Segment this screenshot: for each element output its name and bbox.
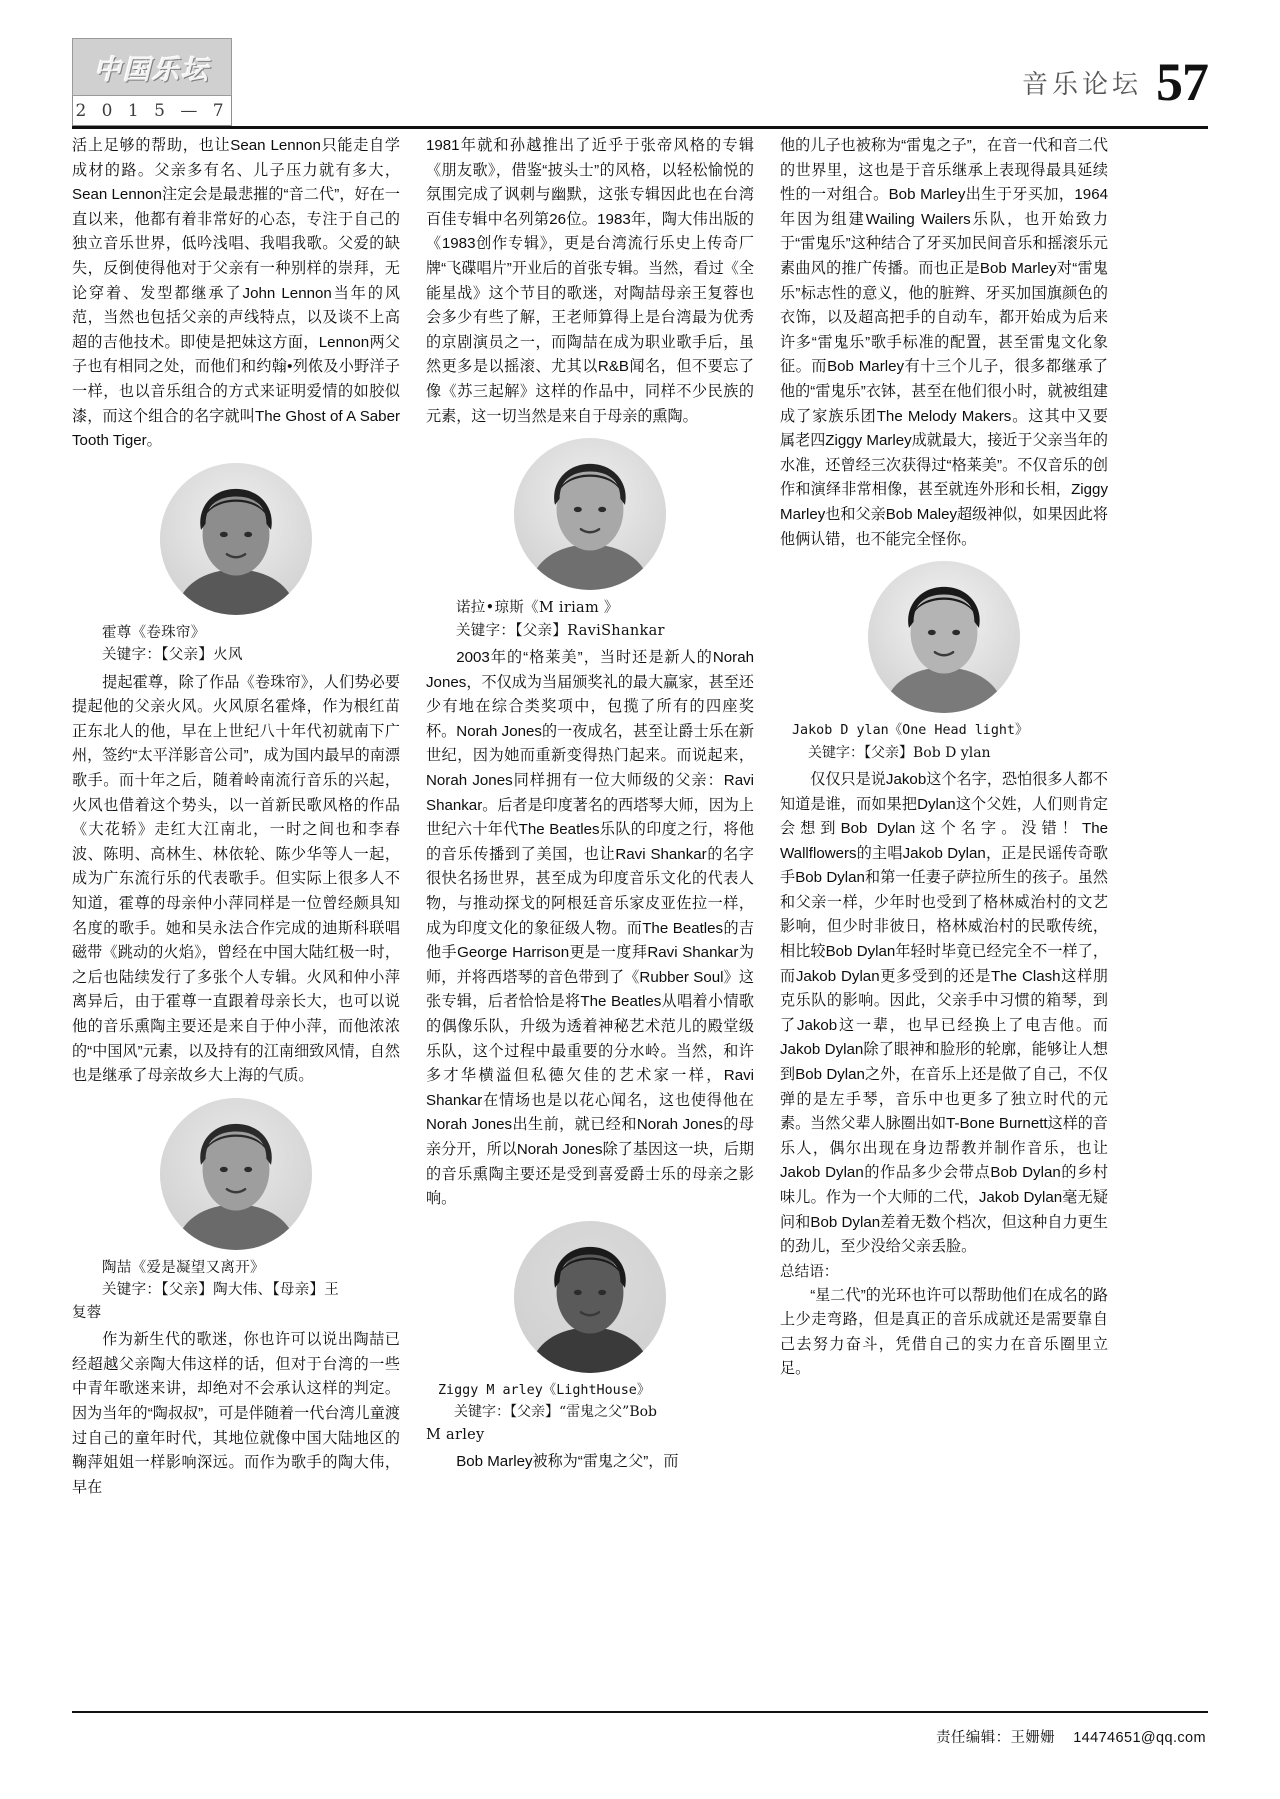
photo-huo-zun bbox=[160, 463, 312, 615]
figure-caption bbox=[426, 597, 754, 642]
body-paragraph: 仅仅只是说Jakob这个名字，恐怕很多人都不知道是谁，而如果把Dylan这个父姓，人们则肯定会想到Bob Dylan这个名字。没错！The Wallflowers的主唱Jakob Dylan，正是民谣传奇歌手Bob Dylan和第一任妻子萨拉所生的孩子。虽然和父亲一样，少年时也受到了格林威治村的文艺影响，但少时非彼日，格林威治村的民歌传统，相比较Bob Dylan年轻时毕竟已经完全不一样了，而Jakob Dylan更多受到的还是The Clash这样朋克乐队的影响。因此，父亲手中习惯的箱琴，到了Jakob这一辈，也早已经换上了电吉他。而Jakob Dylan除了眼神和脸形的轮廓，能够让人想到Bob Dylan之外，在音乐上还是做了自己，不仅弹的是左手琴，音乐中也更多了独立时代的元素。当然父辈人脉圈出如T-Bone Burnett这样的音乐人，偶尔出现在身边帮教并制作音乐，也让Jakob Dylan的作品多少会带点Bob Dylan的乡村味儿。作为一个大师的二代，Jakob Dylan毫无疑问和Bob Dylan差着无数个档次，但这种自力更生的劲儿，至少没给父亲丢脸。 bbox=[780, 770, 1108, 1256]
body-paragraph: Bob Marley被称为“雷鬼之父”，而 bbox=[456, 1453, 679, 1471]
caption-keyword: 关键字：【父亲】火风 bbox=[102, 647, 243, 664]
figure-caption bbox=[780, 720, 1108, 764]
magazine-logo bbox=[72, 38, 232, 96]
summary-label: 总结语： bbox=[780, 1262, 839, 1280]
body-paragraph: “星二代”的光环也许可以帮助他们在成名的路上少走弯路，但是真正的音乐成就还是需要靠自己去努力奋斗，凭借自己的实力在音乐圈里立足。 bbox=[780, 1286, 1108, 1378]
figure-caption bbox=[426, 1380, 754, 1446]
footer-divider bbox=[72, 1711, 1208, 1713]
figure-caption bbox=[72, 622, 400, 667]
editor-name: 王姗姗 bbox=[1010, 1730, 1056, 1746]
editor-label: 责任编辑： bbox=[936, 1730, 1011, 1746]
footer-credits bbox=[936, 1726, 1206, 1747]
photo-norah-jones bbox=[514, 438, 666, 590]
caption-keyword-continued: 复蓉 bbox=[72, 1304, 102, 1321]
article-figure bbox=[72, 1098, 400, 1324]
article-columns bbox=[72, 134, 1208, 1500]
caption-keyword: 关键字：【父亲】Bob D ylan bbox=[808, 744, 991, 761]
photo-tao-zhe bbox=[160, 1098, 312, 1250]
column-2 bbox=[426, 134, 754, 1500]
article-figure bbox=[426, 438, 754, 642]
caption-title: 霍尊《卷珠帘》 bbox=[102, 624, 206, 641]
photo-ziggy-marley bbox=[514, 1221, 666, 1373]
caption-title: Jakob D ylan《One Head light》 bbox=[792, 723, 1029, 739]
magazine-logo-text: 中国乐坛 bbox=[94, 54, 210, 86]
column-1 bbox=[72, 134, 400, 1500]
page-number: 57 bbox=[1156, 52, 1208, 112]
body-paragraph: 作为新生代的歌迷，你也许可以说出陶喆已经超越父亲陶大伟这样的话，但对于台湾的一些中青年歌迷来讲，却绝对不会承认这样的判定。因为当年的“陶叔叔”，可是伴随着一代台湾儿童渡过自己的童年时代，其地位就像中国大陆地区的鞠萍姐姐一样影响深远。而作为歌手的陶大伟，早在 bbox=[72, 1331, 400, 1496]
caption-keyword: 关键字：【父亲】陶大伟、【母亲】王 bbox=[102, 1282, 340, 1299]
caption-title: Ziggy M arley《LightHouse》 bbox=[438, 1382, 651, 1398]
caption-keyword-continued: M arley bbox=[426, 1426, 485, 1443]
header-divider bbox=[72, 126, 1208, 129]
caption-title: 诺拉•琼斯《M iriam 》 bbox=[456, 600, 619, 617]
body-paragraph: 提起霍尊，除了作品《卷珠帘》，人们势必要提起他的父亲火风。火风原名霍烽，作为根红苗正东北人的他，早在上世纪八十年代初就南下广州，签约“太平洋影音公司”，成为国内最早的南漂歌手。而十年之后，随着岭南流行音乐的兴起，火风也借着这个势头，以一首新民歌风格的作品《大花轿》走红大江南北，一时之间也和李春波、陈明、高林生、林依轮、陈少华等人一起，成为广东流行乐的代表歌手。但实际上很多人不知道，霍尊的母亲仲小萍同样是一位曾经颇具知名度的歌手。她和吴永法合作完成的迪斯科联唱磁带《跳动的火焰》，曾经在中国大陆红极一时，之后也陆续发行了多张个人专辑。火风和仲小萍离异后，由于霍尊一直跟着母亲长大，也可以说他的音乐熏陶主要还是来自于仲小萍，而他浓浓的“中国风”元素，以及持有的江南细致风情，自然也是继承了母亲故乡大上海的气质。 bbox=[72, 673, 400, 1085]
issue-box bbox=[72, 96, 232, 126]
section-title: 音乐论坛 bbox=[1021, 69, 1142, 100]
body-paragraph: 2003年的“格莱美”，当时还是新人的Norah Jones，不仅成为当届颁奖礼的最大赢家，甚至还少有地在综合类奖项中，包揽了所有的四座奖杯。Norah Jones的一夜成名，甚至让爵士乐在新世纪，因为她而重新变得热门起来。而说起来，Norah Jones同样拥有一位大师级的父亲：Ravi Shankar。后者是印度著名的西塔琴大师，因为上世纪六十年代The Beatles乐队的印度之行，将他的音乐传播到了美国，也让Ravi Shankar的名字很快名扬世界，甚至成为印度音乐文化的代表人物，与推动探戈的阿根廷音乐家皮亚佐拉一样，成为印度文化的象征级人物。而The Beatles的吉他手George Harrison更是一度拜Ravi Shankar为师，并将西塔琴的音色带到了《Rubber Soul》这张专辑，后者恰恰是将The Beatles从唱着小情歌的偶像乐队，升级为透着神秘艺术范儿的殿堂级乐队，这个过程中最重要的分水岭。当然，和许多才华横溢但私德欠佳的艺术家一样，Ravi Shankar在情场也是以花心闻名，这也使得他在Norah Jones出生前，就已经和Norah Jones的母亲分开，所以Norah Jones除了基因这一块，后期的音乐熏陶主要还是受到喜爱爵士乐的母亲之影响。 bbox=[426, 649, 754, 1208]
photo-jakob-dylan bbox=[868, 561, 1020, 713]
article-figure bbox=[426, 1221, 754, 1446]
figure-caption bbox=[72, 1257, 400, 1324]
issue-text: 2 0 1 5 — 7 bbox=[75, 100, 229, 121]
body-paragraph: 活上足够的帮助，也让Sean Lennon只能走自学成材的路。父亲多有名、儿子压力就有多大，Sean Lennon注定会是最悲摧的“音二代”，好在一直以来，他都有着非常好的心态，专注于自己的独立音乐世界，低吟浅唱、我唱我歌。父爱的缺失，反倒使得他对于父亲有一种别样的崇拜，无论穿着、发型都继承了John Lennon当年的风范，当然也包括父亲的声线特点，以及谈不上高超的吉他技术。即使是把妹这方面，Lennon两父子也有相同之处，而他们和约翰•列侬及小野洋子一样，也以音乐组合的方式来证明爱情的如胶似漆，而这个组合的名字就叫The Ghost of A Saber Tooth Tiger。 bbox=[72, 137, 400, 450]
caption-title: 陶喆《爱是凝望又离开》 bbox=[102, 1259, 265, 1276]
masthead bbox=[72, 38, 232, 126]
caption-keyword: 关键字：【父亲】RaviShankar bbox=[456, 622, 665, 639]
caption-keyword: 关键字：【父亲】“雷鬼之父”Bob bbox=[454, 1404, 657, 1421]
article-figure bbox=[72, 463, 400, 667]
body-paragraph: 他的儿子也被称为“雷鬼之子”，在音一代和音二代的世界里，这也是于音乐继承上表现得最具延续性的一对组合。Bob Marley出生于牙买加，1964年因为组建Wailing Wailers乐队，也开始致力于“雷鬼乐”这种结合了牙买加民间音乐和摇滚乐元素曲风的推广传播。而也正是Bob Marley对“雷鬼乐”标志性的意义，他的脏辫、牙买加国旗颜色的衣饰，以及超高把手的自动车，都开始成为后来许多“雷鬼乐”歌手标准的配置，甚至雷鬼文化象征。而Bob Marley有十三个儿子，很多都继承了他的“雷鬼乐”衣钵，甚至在他们很小时，就被组建成了家族乐团The Melody Makers。这其中又要属老四Ziggy Marley成就最大，接近于父亲当年的水准，还曾经三次获得过“格莱美”。不仅音乐的创作和演绎非常相像，甚至就连外形和长相，Ziggy Marley也和父亲Bob Maley超级神似，如果因此将他俩认错，也不能完全怪你。 bbox=[780, 137, 1108, 548]
body-paragraph: 1981年就和孙越推出了近乎于张帝风格的专辑《朋友歌》，借鉴“披头士”的风格，以轻松愉悦的氛围完成了讽刺与幽默，这张专辑因此也在台湾百佳专辑中名列第26位。1983年，陶大伟出版的《1983创作专辑》，更是台湾流行乐史上传奇厂牌“飞碟唱片”开业后的首张专辑。当然，看过《全能星战》这个节目的歌迷，对陶喆母亲王复蓉也会多少有些了解，王老师算得上是台湾最为优秀的京剧演员之一，而陶喆在成为职业歌手后，虽然更多是以摇滚、尤其以R&B闻名，但不要忘了像《苏三起解》这样的作品中，同样不少民族的元素，这一切当然是来自于母亲的熏陶。 bbox=[426, 137, 754, 425]
column-3 bbox=[780, 134, 1108, 1500]
editor-email: 14474651@qq.com bbox=[1073, 1730, 1206, 1746]
page-header bbox=[1021, 52, 1208, 112]
article-figure bbox=[780, 561, 1108, 764]
